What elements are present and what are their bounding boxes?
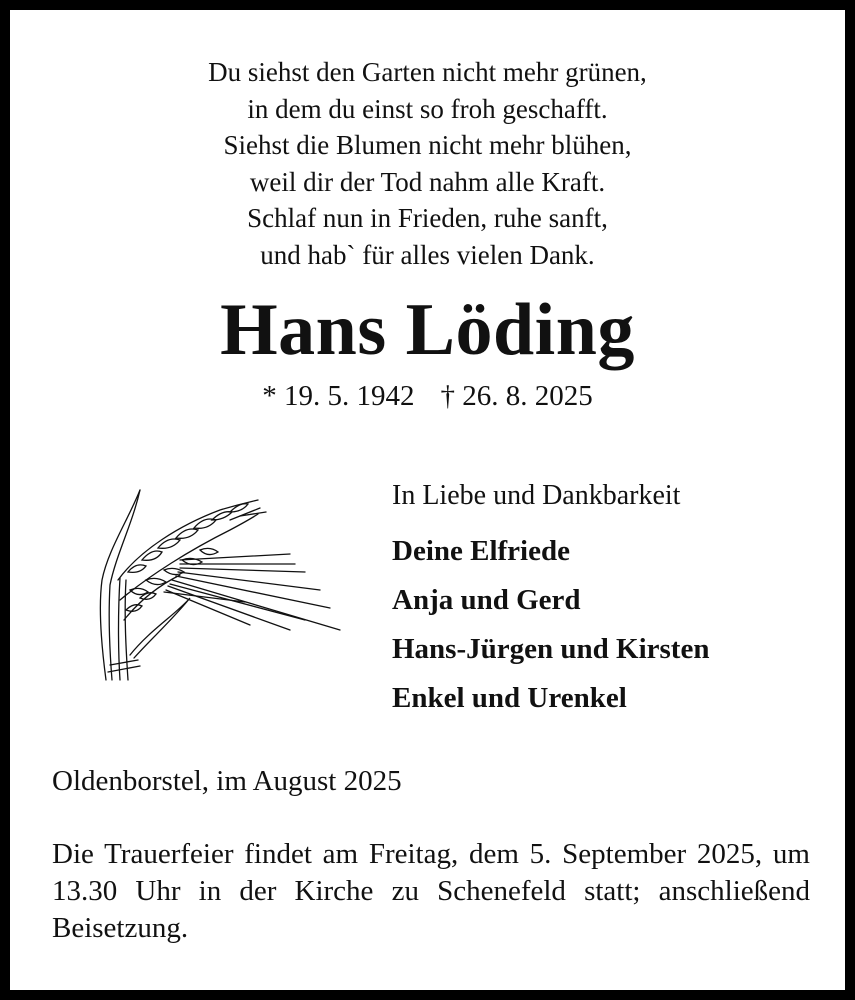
poem-line: in dem du einst so froh geschafft. xyxy=(247,93,608,124)
poem-line: Siehst die Blumen nicht mehr blühen, xyxy=(223,130,632,160)
place-date: Oldenborstel, im August 2025 xyxy=(52,765,402,797)
life-dates xyxy=(10,378,845,414)
birth-date: * 19. 5. 1942 xyxy=(262,380,415,412)
family-member: Enkel und Urenkel xyxy=(392,682,627,714)
family-signatures xyxy=(392,478,709,723)
poem xyxy=(10,54,845,273)
poem-line: Schlaf nun in Frieden, ruhe sanft, xyxy=(247,203,608,233)
death-date: † 26. 8. 2025 xyxy=(440,380,593,412)
poem-line: weil dir der Tod nahm alle Kraft. xyxy=(249,166,606,197)
obituary-notice xyxy=(10,10,845,990)
family-member: Deine Elfriede xyxy=(392,535,570,567)
poem-line: Du siehst den Garten nicht mehr grünen, xyxy=(208,57,647,87)
family-member: Anja und Gerd xyxy=(392,584,581,616)
funeral-service-info: Die Trauerfeier findet am Freitag, dem 5. September 2025, um 13.30 Uhr in der Kirche zu Schenefeld statt; anschließend Beisetzung. xyxy=(52,838,810,944)
family-member: Hans-Jürgen und Kirsten xyxy=(392,633,710,665)
family-intro: In Liebe und Dankbarkeit xyxy=(392,480,681,511)
poem-line: und hab` für alles vielen Dank. xyxy=(260,239,595,270)
wheat-ear-icon xyxy=(80,480,360,690)
deceased-name: Hans Löding xyxy=(220,289,635,371)
